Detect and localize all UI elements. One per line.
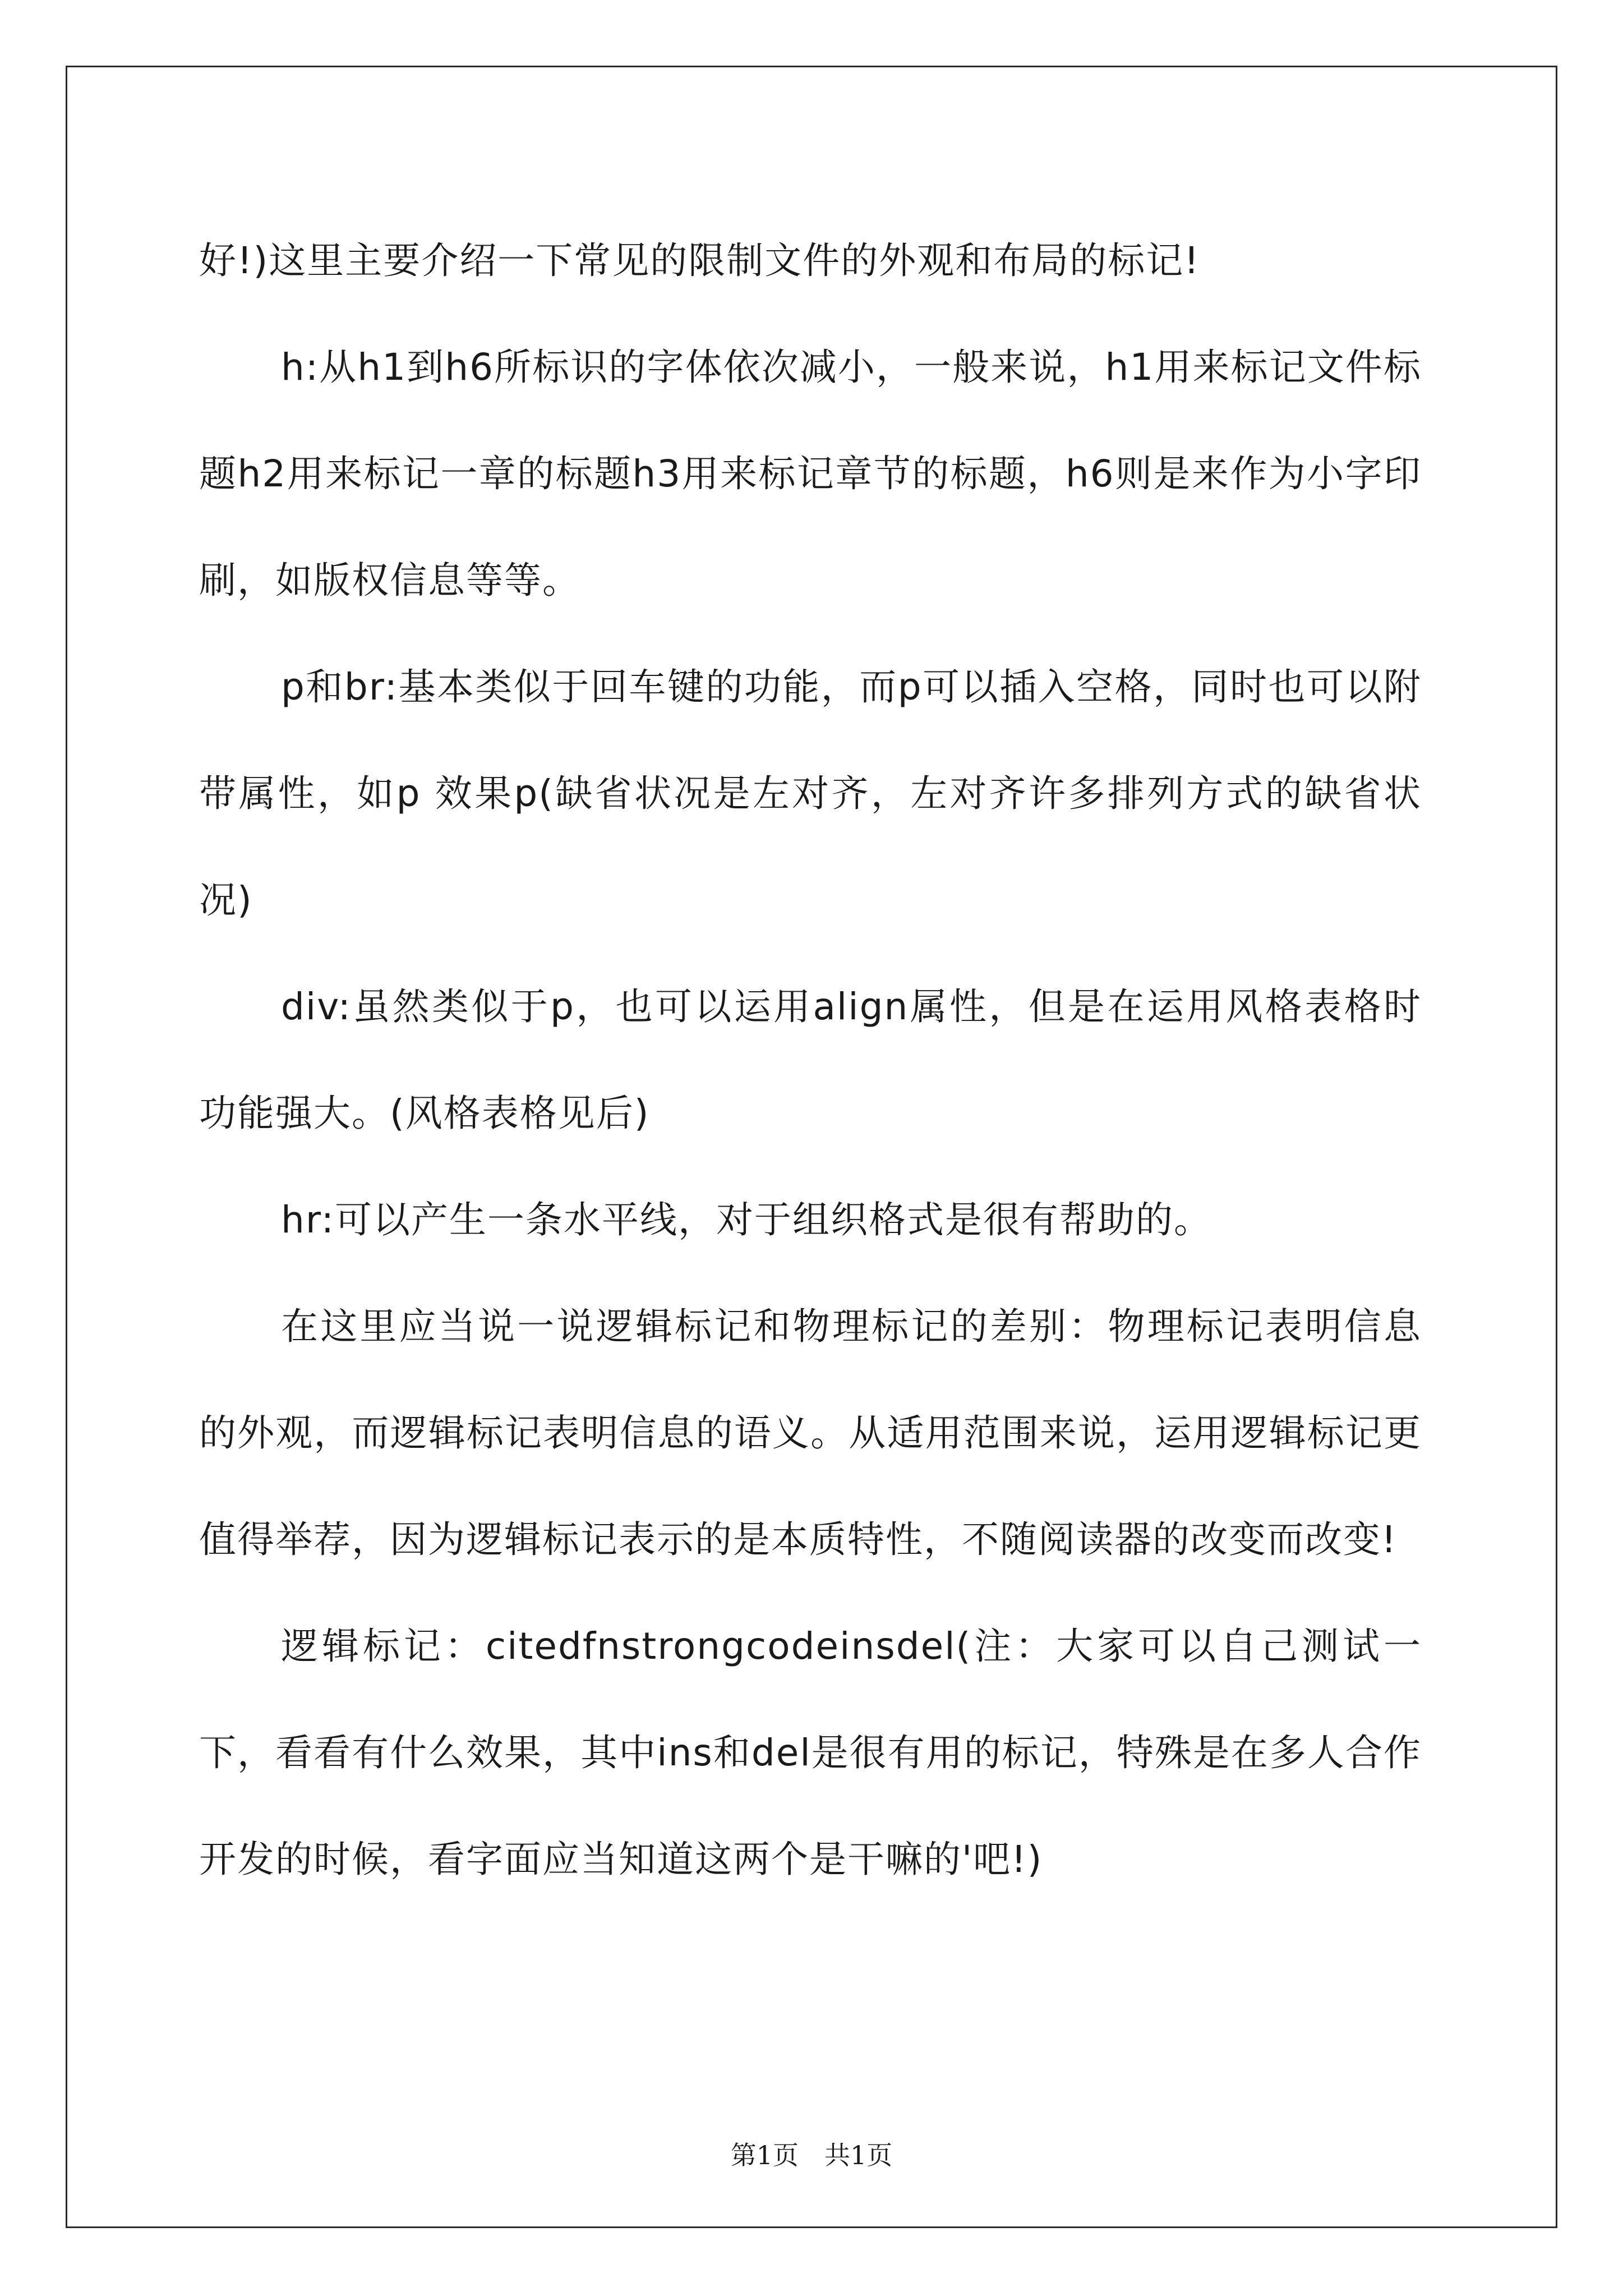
paragraph-h-tags: h:从h1到h6所标识的字体依次减小，一般来说，h1用来标记文件标题h2用来标记一章的标题h3用来标记章节的标题，h6则是来作为小字印刷，如版权信息等等。 xyxy=(199,346,1422,602)
document-body xyxy=(199,208,1422,1913)
paragraph-intro: 好!)这里主要介绍一下常见的限制文件的外观和布局的标记! xyxy=(199,239,1200,282)
paragraph-hr: hr:可以产生一条水平线，对于组织格式是很有帮助的。 xyxy=(281,1198,1212,1241)
paragraph-div: div:虽然类似于p，也可以运用align属性，但是在运用风格表格时功能强大。(风格表格见后) xyxy=(199,985,1422,1135)
page-number: 第1页 共1页 xyxy=(730,2140,893,2170)
paragraph-logical-vs-physical: 在这里应当说一说逻辑标记和物理标记的差别：物理标记表明信息的外观，而逻辑标记表明信息的语义。从适用范围来说，运用逻辑标记更值得举荐，因为逻辑标记表示的是本质特性，不随阅读器的改变而改变! xyxy=(199,1305,1422,1561)
paragraph-logical-tags: 逻辑标记：citedfnstrongcodeinsdel(注：大家可以自己测试一下，看看有什么效果，其中ins和del是很有用的标记，特殊是在多人合作开发的时候，看字面应当知道这两个是干嘛的'吧!) xyxy=(199,1625,1422,1881)
paragraph-p-br: p和br:基本类似于回车键的功能，而p可以插入空格，同时也可以附带属性，如p 效果p(缺省状况是左对齐，左对齐许多排列方式的缺省状况) xyxy=(199,665,1422,922)
